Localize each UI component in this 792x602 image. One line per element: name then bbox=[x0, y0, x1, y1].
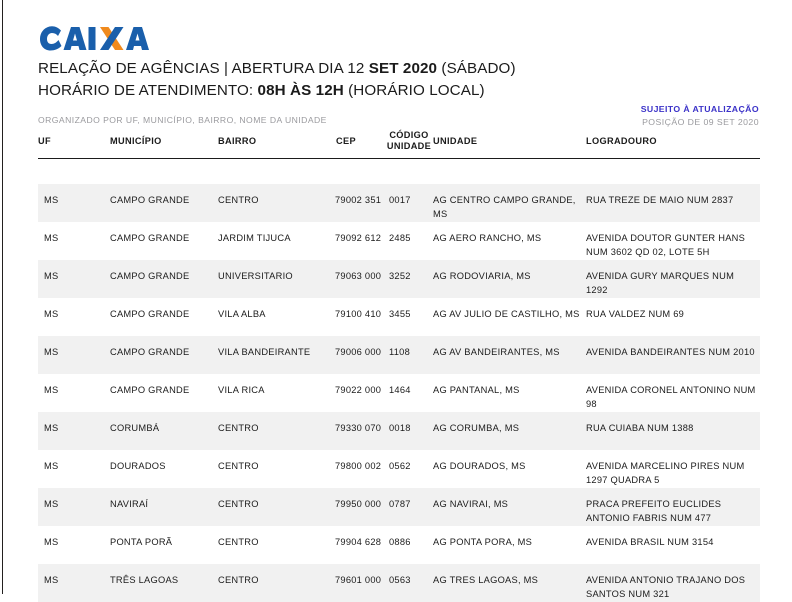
table-header-row bbox=[38, 128, 760, 159]
cell-logradouro: AVENIDA DOUTOR GUNTER HANS NUM 3602 QD 02, LOTE 5H bbox=[586, 233, 746, 257]
cell-unidade: AG AERO RANCHO, MS bbox=[433, 233, 542, 243]
cell-codigo-unidade: 0886 bbox=[389, 537, 411, 547]
cell-cep: 79330 070 bbox=[335, 423, 382, 433]
table-row bbox=[38, 336, 760, 374]
table-row bbox=[38, 260, 760, 298]
cell-municipio: DOURADOS bbox=[110, 461, 166, 471]
cell-uf: MS bbox=[44, 195, 59, 205]
cell-municipio: CAMPO GRANDE bbox=[110, 271, 190, 281]
cell-uf: MS bbox=[44, 385, 59, 395]
cell-uf: MS bbox=[44, 461, 59, 471]
cell-uf: MS bbox=[44, 347, 59, 357]
update-notice bbox=[641, 104, 759, 127]
table-row bbox=[38, 222, 760, 260]
cell-logradouro: AVENIDA MARCELINO PIRES NUM 1297 QUADRA 5 bbox=[586, 461, 745, 485]
document-title-line-1 bbox=[38, 60, 516, 77]
cell-bairro: CENTRO bbox=[218, 537, 259, 547]
table-row bbox=[38, 374, 760, 412]
cell-municipio: CORUMBÁ bbox=[110, 423, 160, 433]
cell-cep: 79800 002 bbox=[335, 461, 382, 471]
cell-unidade: AG AV BANDEIRANTES, MS bbox=[433, 347, 560, 357]
table-body bbox=[38, 159, 760, 602]
title-1-bold: SET 2020 bbox=[368, 60, 438, 77]
cell-bairro: VILA BANDEIRANTE bbox=[218, 347, 311, 357]
column-header-unidade: UNIDADE bbox=[433, 136, 478, 146]
cell-unidade: AG TRES LAGOAS, MS bbox=[433, 575, 539, 585]
table-row bbox=[38, 412, 760, 450]
column-header-logradouro: LOGRADOURO bbox=[586, 136, 657, 146]
cell-codigo-unidade: 1108 bbox=[389, 347, 410, 357]
cell-unidade: AG PONTA PORA, MS bbox=[433, 537, 533, 547]
cell-uf: MS bbox=[44, 233, 59, 243]
cell-unidade: AG CENTRO CAMPO GRANDE, MS bbox=[433, 195, 576, 219]
cell-bairro: CENTRO bbox=[218, 461, 259, 471]
cell-municipio: CAMPO GRANDE bbox=[110, 195, 190, 205]
page-left-edge-rule bbox=[2, 0, 3, 594]
cell-cep: 79022 000 bbox=[335, 385, 382, 395]
table-row bbox=[38, 564, 760, 602]
table-row bbox=[38, 488, 760, 526]
title-2-suffix: (HORÁRIO LOCAL) bbox=[343, 82, 485, 99]
cell-logradouro: RUA VALDEZ NUM 69 bbox=[586, 309, 685, 319]
cell-codigo-unidade: 0562 bbox=[389, 461, 411, 471]
update-notice-date: POSIÇÃO DE 09 SET 2020 bbox=[642, 117, 759, 127]
table-row bbox=[38, 526, 760, 564]
cell-municipio: CAMPO GRANDE bbox=[110, 233, 190, 243]
cell-codigo-unidade: 0787 bbox=[389, 499, 411, 509]
title-1-suffix: (SÁBADO) bbox=[437, 60, 516, 77]
table-row bbox=[38, 298, 760, 336]
cell-cep: 79092 612 bbox=[335, 233, 382, 243]
cell-codigo-unidade: 3252 bbox=[389, 271, 411, 281]
sort-order-note: ORGANIZADO POR UF, MUNICÍPIO, BAIRRO, NOME DA UNIDADE bbox=[38, 115, 327, 125]
cell-logradouro: AVENIDA GURY MARQUES NUM 1292 bbox=[586, 271, 735, 295]
cell-unidade: AG RODOVIARIA, MS bbox=[433, 271, 531, 281]
caixa-logo-icon bbox=[38, 21, 170, 55]
column-header-codigo-line2: UNIDADE bbox=[386, 141, 432, 151]
title-2-bold: 08H ÀS 12H bbox=[257, 82, 344, 99]
cell-logradouro: PRACA PREFEITO EUCLIDES ANTONIO FABRIS NUM 477 bbox=[586, 499, 722, 523]
cell-logradouro: AVENIDA ANTONIO TRAJANO DOS SANTOS NUM 321 bbox=[586, 575, 746, 599]
cell-logradouro: AVENIDA BANDEIRANTES NUM 2010 bbox=[586, 347, 755, 357]
cell-codigo-unidade: 0017 bbox=[389, 195, 411, 205]
cell-unidade: AG CORUMBA, MS bbox=[433, 423, 520, 433]
cell-bairro: CENTRO bbox=[218, 423, 259, 433]
cell-unidade: AG NAVIRAI, MS bbox=[433, 499, 509, 509]
cell-codigo-unidade: 0018 bbox=[389, 423, 411, 433]
column-header-codigo-line1: CÓDIGO bbox=[389, 130, 429, 140]
cell-uf: MS bbox=[44, 423, 59, 433]
column-header-bairro: BAIRRO bbox=[218, 136, 257, 146]
cell-bairro: CENTRO bbox=[218, 499, 259, 509]
title-2-prefix: HORÁRIO DE ATENDIMENTO: bbox=[38, 82, 258, 99]
cell-bairro: UNIVERSITARIO bbox=[218, 271, 293, 281]
cell-logradouro: AVENIDA CORONEL ANTONINO NUM 98 bbox=[586, 385, 756, 409]
column-header-municipio: MUNICÍPIO bbox=[110, 136, 162, 146]
table-row bbox=[38, 184, 760, 222]
agency-table bbox=[38, 128, 760, 602]
cell-logradouro: AVENIDA BRASIL NUM 3154 bbox=[586, 537, 714, 547]
cell-municipio: NAVIRAÍ bbox=[110, 499, 149, 509]
cell-uf: MS bbox=[44, 537, 59, 547]
cell-municipio: PONTA PORÃ bbox=[110, 537, 173, 547]
table-row bbox=[38, 450, 760, 488]
cell-bairro: CENTRO bbox=[218, 575, 259, 585]
cell-municipio: CAMPO GRANDE bbox=[110, 309, 190, 319]
cell-uf: MS bbox=[44, 309, 59, 319]
cell-cep: 79950 000 bbox=[335, 499, 382, 509]
cell-municipio: TRÊS LAGOAS bbox=[110, 575, 179, 585]
cell-logradouro: RUA TREZE DE MAIO NUM 2837 bbox=[586, 195, 734, 205]
cell-bairro: VILA RICA bbox=[218, 385, 265, 395]
cell-codigo-unidade: 1464 bbox=[389, 385, 411, 395]
cell-codigo-unidade: 3455 bbox=[389, 309, 411, 319]
cell-cep: 79601 000 bbox=[335, 575, 382, 585]
cell-cep: 79904 628 bbox=[335, 537, 382, 547]
cell-unidade: AG PANTANAL, MS bbox=[433, 385, 520, 395]
cell-logradouro: RUA CUIABA NUM 1388 bbox=[586, 423, 694, 433]
cell-cep: 79100 410 bbox=[335, 309, 382, 319]
cell-unidade: AG DOURADOS, MS bbox=[433, 461, 526, 471]
cell-cep: 79002 351 bbox=[335, 195, 382, 205]
column-header-uf: UF bbox=[38, 136, 51, 146]
update-notice-primary: SUJEITO À ATUALIZAÇÃO bbox=[640, 104, 759, 114]
cell-cep: 79006 000 bbox=[335, 347, 382, 357]
title-1-prefix: RELAÇÃO DE AGÊNCIAS | ABERTURA DIA 12 bbox=[38, 60, 369, 77]
column-header-codigo-unidade bbox=[383, 130, 435, 152]
cell-codigo-unidade: 0563 bbox=[389, 575, 411, 585]
cell-bairro: CENTRO bbox=[218, 195, 259, 205]
cell-municipio: CAMPO GRANDE bbox=[110, 347, 190, 357]
caixa-logo bbox=[38, 21, 170, 55]
cell-uf: MS bbox=[44, 575, 59, 585]
column-header-cep: CEP bbox=[336, 136, 356, 146]
cell-codigo-unidade: 2485 bbox=[389, 233, 411, 243]
cell-bairro: JARDIM TIJUCA bbox=[218, 233, 291, 243]
cell-bairro: VILA ALBA bbox=[218, 309, 266, 319]
cell-cep: 79063 000 bbox=[335, 271, 382, 281]
cell-uf: MS bbox=[44, 499, 59, 509]
cell-unidade: AG AV JULIO DE CASTILHO, MS bbox=[433, 309, 580, 319]
cell-uf: MS bbox=[44, 271, 59, 281]
document-title-line-2 bbox=[38, 82, 485, 99]
cell-municipio: CAMPO GRANDE bbox=[110, 385, 190, 395]
